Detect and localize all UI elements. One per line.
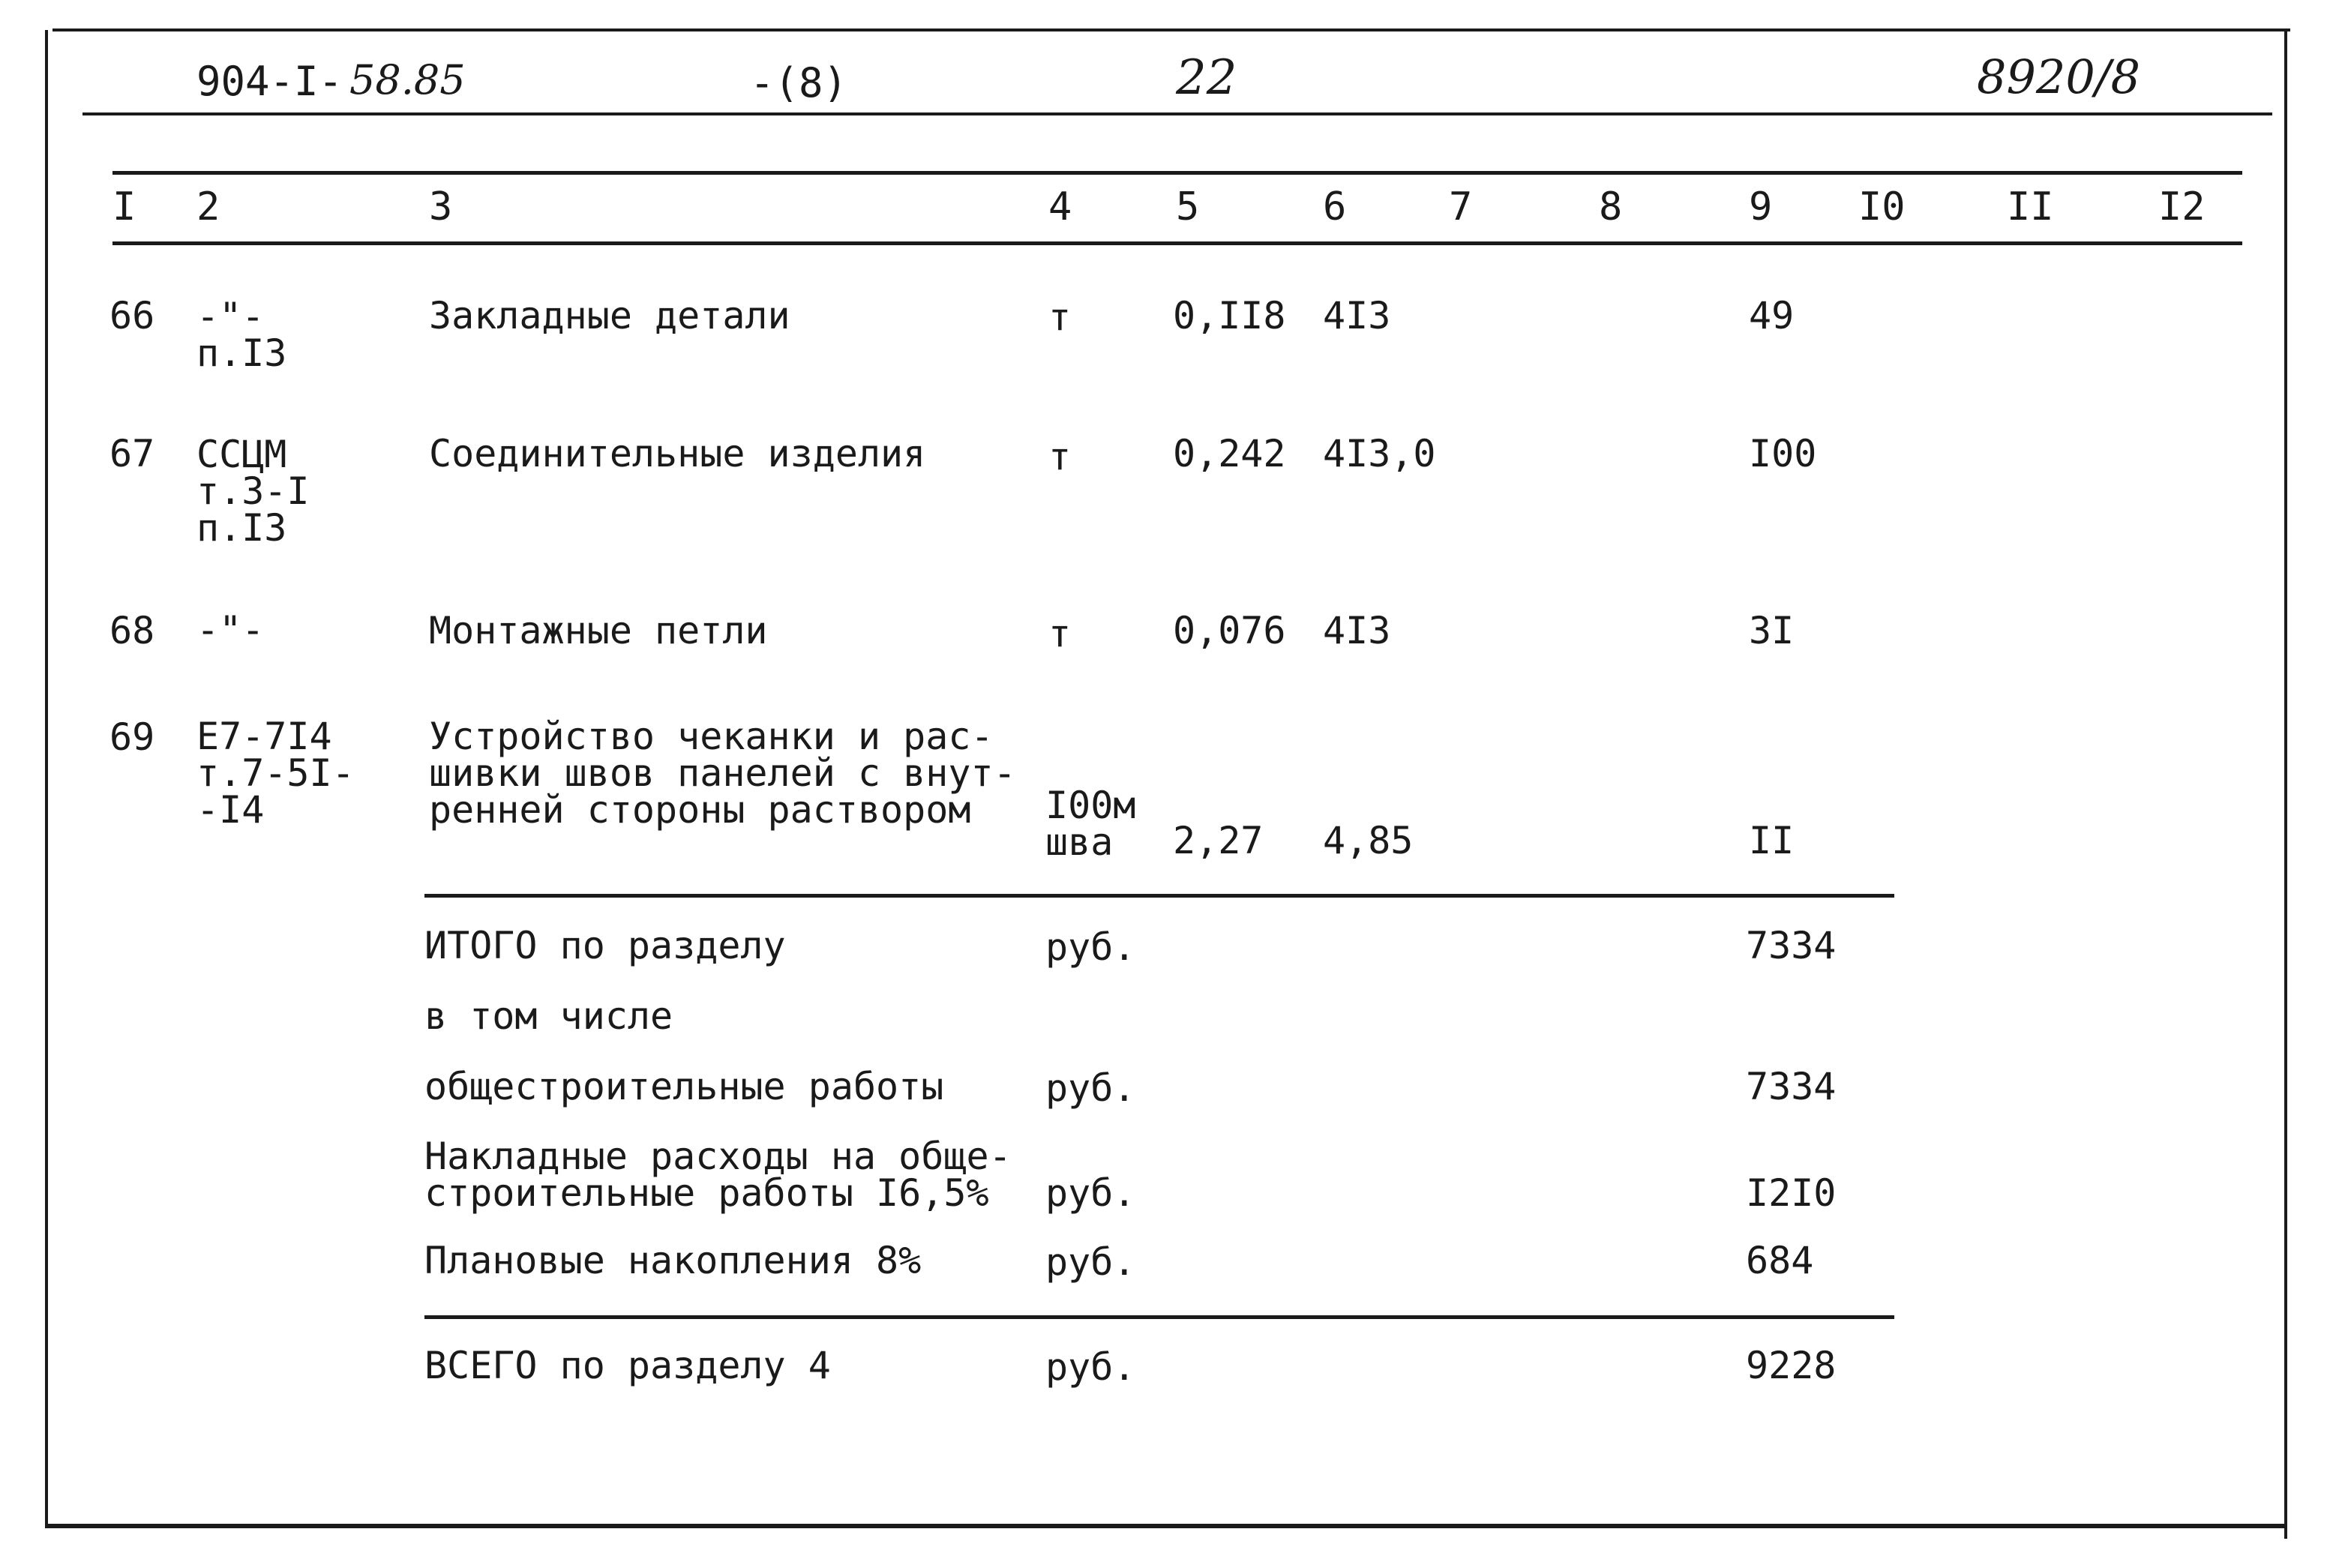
frame-bottom-border — [45, 1524, 2287, 1528]
row-unit: I00м шва — [1045, 784, 1136, 864]
row-price: 4I3 — [1323, 294, 1391, 337]
row-quantity: 2,27 — [1173, 819, 1264, 862]
column-number: 9 — [1749, 184, 1773, 229]
summary-total: 684 — [1746, 1239, 1814, 1282]
frame-left-border — [45, 30, 48, 1526]
archive-number: 8920/8 — [1977, 49, 2141, 104]
row-number: 68 — [109, 609, 155, 652]
row-number: 69 — [109, 715, 155, 759]
row-price: 4,85 — [1323, 819, 1414, 862]
summary-total: 7334 — [1746, 1065, 1837, 1108]
sheet-part: -(8) — [750, 59, 848, 106]
summary-unit: руб. — [1045, 925, 1136, 969]
row-unit: т — [1048, 295, 1072, 339]
column-number: I — [112, 184, 136, 229]
frame-top-border — [52, 28, 2290, 31]
row-number: 66 — [109, 294, 155, 337]
document-code-handwritten: 58.85 — [349, 56, 466, 103]
summary-label: ВСЕГО по разделу 4 — [424, 1344, 831, 1387]
row-quantity: 0,242 — [1173, 432, 1286, 475]
row-name: Устройство чеканки и рас- шивки швов панелей с внут- ренней стороны раствором — [429, 715, 1016, 832]
summary-label: в том числе — [424, 994, 673, 1038]
table-header-rule — [112, 241, 2242, 245]
column-number: 2 — [196, 184, 220, 229]
row-total: I00 — [1749, 432, 1817, 475]
row-price: 4I3,0 — [1323, 432, 1436, 475]
row-code: -"- п.I3 — [196, 295, 287, 375]
summary-total: 7334 — [1746, 924, 1837, 967]
column-number: I0 — [1858, 184, 1906, 229]
summary-unit: руб. — [1045, 1345, 1136, 1389]
column-number: 7 — [1449, 184, 1473, 229]
document-code: 904-I- — [196, 58, 343, 105]
summary-unit: руб. — [1045, 1171, 1136, 1215]
row-name: Закладные детали — [429, 294, 790, 337]
summary-unit: руб. — [1045, 1066, 1136, 1110]
summary-label: общестроительные работы — [424, 1065, 944, 1108]
summary-label: ИТОГО по разделу — [424, 924, 786, 967]
column-number: I2 — [2158, 184, 2206, 229]
row-unit: т — [1048, 612, 1072, 655]
row-number: 67 — [109, 432, 155, 475]
summary-label: Плановые накопления 8% — [424, 1239, 922, 1282]
column-number: 5 — [1176, 184, 1200, 229]
column-number: 3 — [429, 184, 453, 229]
summary-top-rule — [424, 894, 1894, 898]
summary-total: 9228 — [1746, 1344, 1837, 1387]
summary-label: Накладные расходы на обще- строительные работы I6,5% — [424, 1135, 1012, 1215]
row-code: Е7-7I4 т.7-5I- -I4 — [196, 715, 355, 832]
table-top-rule — [112, 171, 2242, 175]
row-name: Соединительные изделия — [429, 432, 926, 475]
row-quantity: 0,II8 — [1173, 294, 1286, 337]
column-number: 8 — [1599, 184, 1623, 229]
row-quantity: 0,076 — [1173, 609, 1286, 652]
column-number: 6 — [1323, 184, 1347, 229]
summary-total: I2I0 — [1746, 1171, 1837, 1215]
summary-unit: руб. — [1045, 1240, 1136, 1284]
row-name: Монтажные петли — [429, 609, 768, 652]
header-rule — [82, 112, 2272, 115]
row-total: II — [1749, 819, 1795, 862]
row-code: ССЦМ т.3-I п.I3 — [196, 433, 310, 550]
row-price: 4I3 — [1323, 609, 1391, 652]
row-total: 49 — [1749, 294, 1795, 337]
column-number: II — [2007, 184, 2054, 229]
summary-bottom-rule — [424, 1315, 1894, 1319]
column-number: 4 — [1048, 184, 1072, 229]
row-total: 3I — [1749, 609, 1795, 652]
row-code: -"- — [196, 608, 265, 652]
row-unit: т — [1048, 435, 1072, 478]
frame-right-border — [2284, 30, 2287, 1539]
page-number: 22 — [1176, 50, 1237, 106]
